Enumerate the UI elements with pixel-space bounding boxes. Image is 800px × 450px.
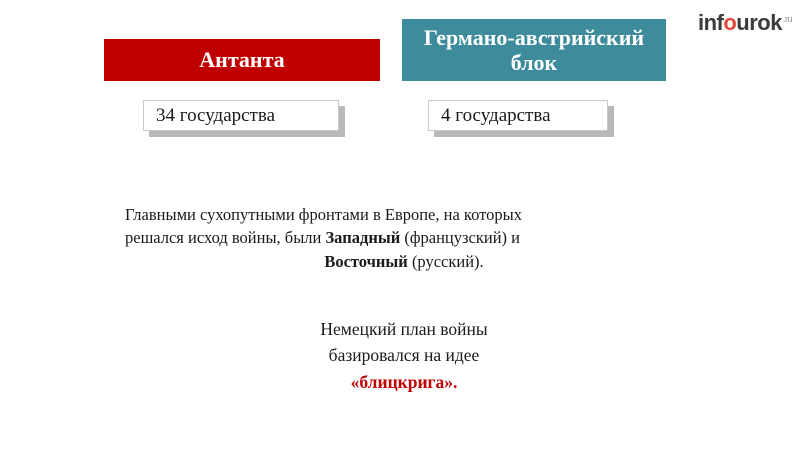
count-box-central-powers: 4 государства <box>428 100 608 131</box>
body-paragraph <box>125 203 683 273</box>
paragraph-line-2-text: решался исход войны, были <box>125 228 326 248</box>
paragraph-line-1: Главными сухопутными фронтами в Европе, на которых <box>125 205 522 224</box>
count-box-entente: 34 государства <box>143 100 339 131</box>
logo-accent: o <box>723 10 737 35</box>
logo-tld: .ru <box>782 13 792 24</box>
conclusion-line-3-blitzkrieg: «блицкрига». <box>350 371 458 392</box>
paragraph-line-2 <box>125 226 683 249</box>
header-box-central-powers: Германо-австрийский блок <box>402 19 666 81</box>
paragraph-line-3-tail: (русский). <box>407 251 484 271</box>
term-western-front: Западный <box>325 228 401 248</box>
infourok-logo <box>666 6 792 40</box>
term-eastern-front: Восточный <box>324 251 408 271</box>
logo-part2: urok <box>736 10 782 35</box>
logo-part1: inf <box>697 10 724 35</box>
logo-text <box>698 12 792 34</box>
conclusion-line-1: Немецкий план войны <box>320 319 488 339</box>
paragraph-line-3 <box>125 250 683 273</box>
header-box-entente: Антанта <box>104 39 380 81</box>
conclusion-line-2: базировался на идее <box>328 345 480 366</box>
paragraph-line-2-tail: (французский) и <box>400 228 520 248</box>
conclusion-text <box>125 316 683 395</box>
